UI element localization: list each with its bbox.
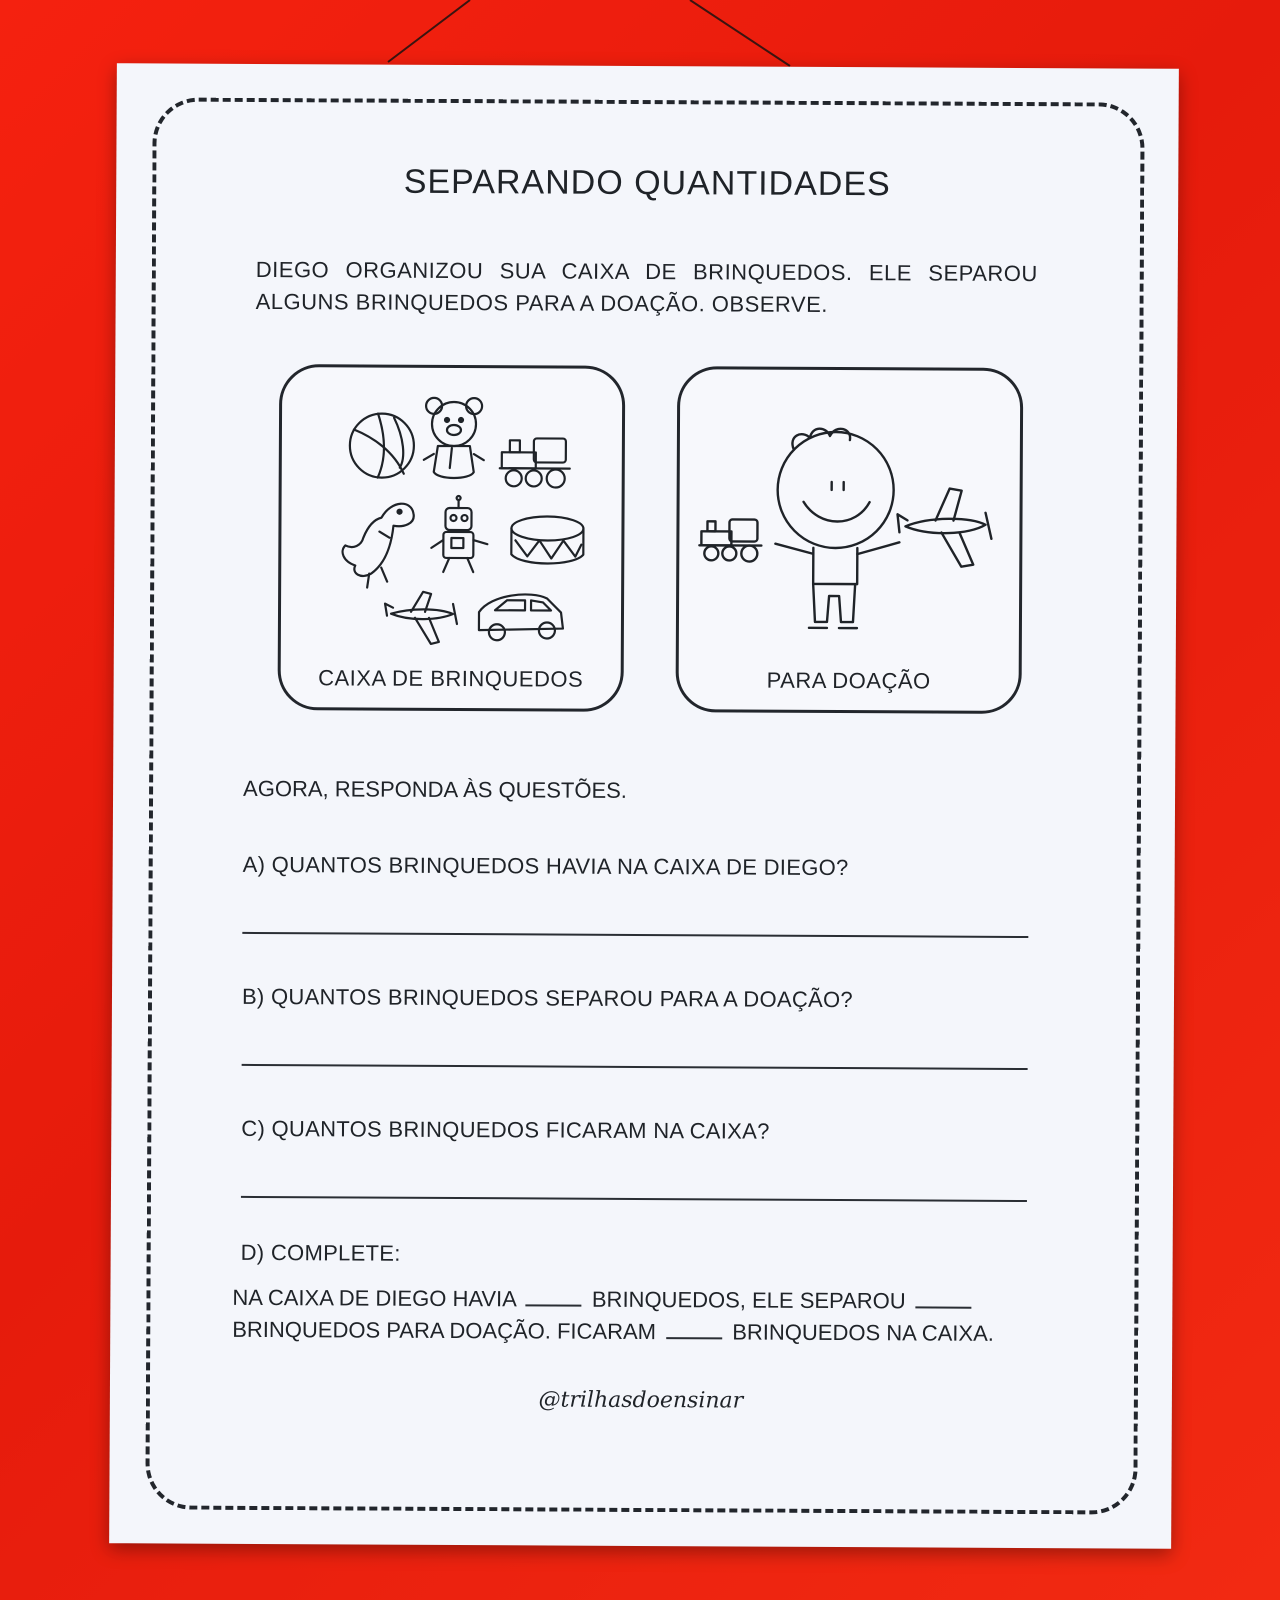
boy-icon <box>775 428 900 628</box>
sentence-part-1: NA CAIXA DE DIEGO HAVIA <box>232 1284 516 1312</box>
worksheet-paper <box>109 63 1179 1549</box>
ball-icon <box>350 413 414 477</box>
train-icon <box>500 438 570 487</box>
drum-icon <box>511 516 583 563</box>
donation-label: PARA DOAÇÃO <box>766 667 931 694</box>
question-a: A) QUANTOS BRINQUEDOS HAVIA NA CAIXA DE DIEGO? <box>242 851 849 881</box>
author-handle: @trilhasdoensinar <box>538 1387 744 1414</box>
blank-3[interactable] <box>666 1337 722 1339</box>
robot-icon <box>431 496 487 572</box>
toy-box-label: CAIXA DE BRINQUEDOS <box>318 665 584 692</box>
airplane-icon <box>385 592 457 644</box>
sentence-part-4: BRINQUEDOS NA CAIXA. <box>732 1319 994 1346</box>
complete-sentence <box>232 1282 1032 1350</box>
car-icon <box>479 594 563 640</box>
teddy-bear-icon <box>424 398 484 478</box>
instruction-text: AGORA, RESPONDA ÀS QUESTÕES. <box>243 775 628 803</box>
blank-1[interactable] <box>526 1304 582 1306</box>
page-title: SEPARANDO QUANTIDADES <box>403 162 891 204</box>
donation-panel <box>675 366 1023 714</box>
dinosaur-icon <box>342 503 413 587</box>
airplane-icon <box>897 488 991 566</box>
sentence-part-2: BRINQUEDOS, ELE SEPAROU <box>591 1286 906 1314</box>
sentence-part-3: BRINQUEDOS PARA DOAÇÃO. FICARAM <box>232 1316 657 1345</box>
question-c: C) QUANTOS BRINQUEDOS FICARAM NA CAIXA? <box>241 1115 770 1144</box>
question-b: B) QUANTOS BRINQUEDOS SEPAROU PARA A DOAÇÃO? <box>241 983 854 1013</box>
intro-text: DIEGO ORGANIZOU SUA CAIXA DE BRINQUEDOS. ELE SEPAROU ALGUNS BRINQUEDOS PARA A DOAÇÃO. OBSERVE. <box>255 256 1038 317</box>
train-icon <box>699 519 761 561</box>
question-d: D) COMPLETE: <box>240 1239 401 1266</box>
toy-box-panel <box>277 364 625 712</box>
blank-2[interactable] <box>916 1306 972 1308</box>
